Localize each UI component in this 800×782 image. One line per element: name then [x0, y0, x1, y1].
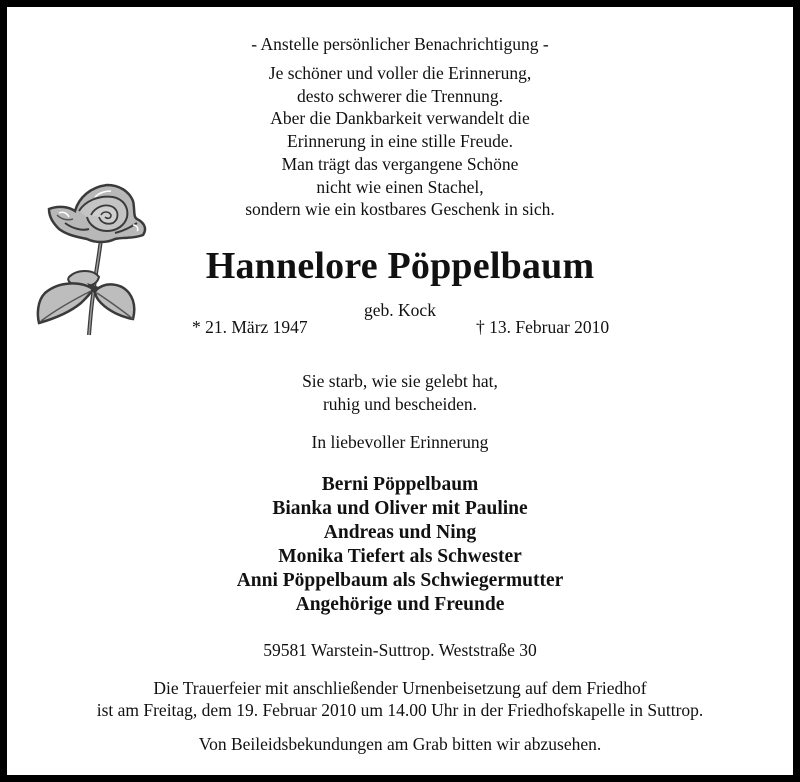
motto: [7, 370, 793, 416]
poem-line: Aber die Dankbarkeit verwandelt die: [270, 108, 530, 129]
ceremony-info: [7, 677, 793, 721]
poem-line: desto schwerer die Trennung.: [296, 85, 504, 106]
maiden-name: geb. Kock: [364, 300, 436, 320]
ceremony-line: ist am Freitag, dem 19. Februar 2010 um 14.00 Uhr in der Friedhofskapelle in Suttrop.: [96, 700, 704, 720]
mourner: Anni Pöppelbaum als Schwiegermutter: [236, 570, 564, 591]
memory-line: In liebevoller Erinnerung: [311, 432, 489, 452]
mourner: Angehörige und Freunde: [295, 594, 505, 615]
header-note: - Anstelle persönlicher Benachrichtigung -: [251, 34, 549, 54]
deceased-name: Hannelore Pöppelbaum: [205, 245, 595, 287]
poem-line: Erinnerung in eine stille Freude.: [287, 131, 513, 152]
poem-line: Man trägt das vergangene Schöne: [281, 153, 519, 174]
obituary-notice: [7, 7, 793, 775]
closing-note: Von Beileidsbekundungen am Grab bitten wir abzusehen.: [198, 734, 602, 754]
mourner: Berni Pöppelbaum: [321, 474, 479, 495]
family-address: 59581 Warstein-Suttrop. Weststraße 30: [263, 640, 537, 660]
mourner: Monika Tiefert als Schwester: [278, 546, 522, 567]
birth-date: * 21. März 1947: [192, 317, 308, 337]
ceremony-line: Die Trauerfeier mit anschließender Urnenbeisetzung auf dem Friedhof: [153, 678, 647, 698]
motto-line: Sie starb, wie sie gelebt hat,: [302, 371, 498, 391]
mourner: Andreas und Ning: [323, 522, 477, 543]
mourner: Bianka und Oliver mit Pauline: [272, 498, 528, 519]
poem-line: nicht wie einen Stachel,: [316, 176, 484, 197]
motto-line: ruhig und bescheiden.: [322, 394, 478, 414]
poem-line: Je schöner und voller die Erinnerung,: [268, 63, 532, 83]
mourners-list: [7, 473, 793, 617]
poem-line: sondern wie ein kostbares Geschenk in sich.: [245, 199, 555, 220]
death-date: † 13. Februar 2010: [476, 317, 610, 337]
